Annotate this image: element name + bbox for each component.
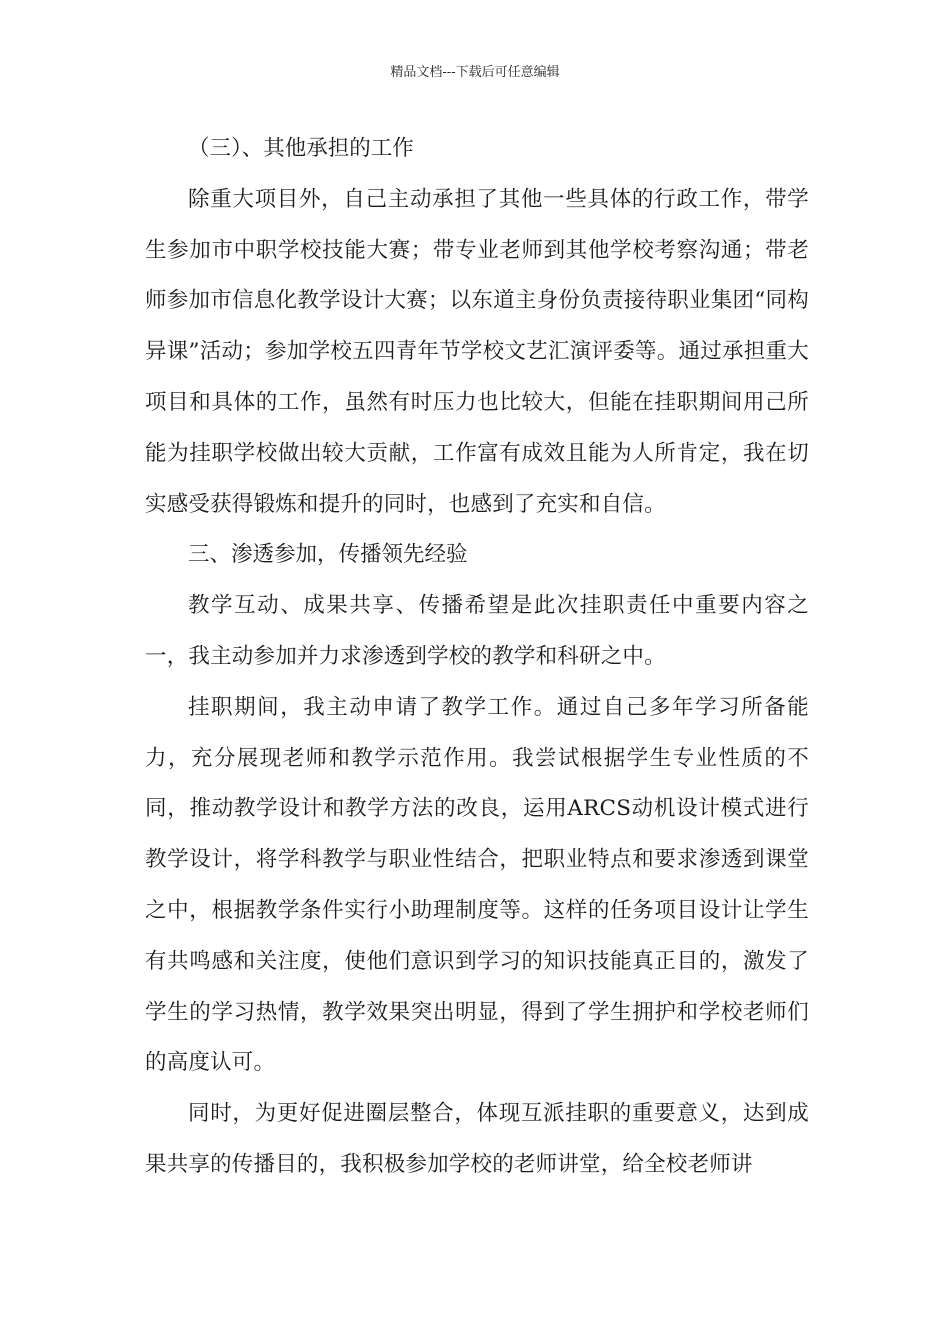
page-header: 精品文档---下载后可任意编辑 (390, 65, 560, 80)
document-body (145, 124, 809, 1191)
paragraph-other-work: 除重大项目外，自己主动承担了其他一些具体的行政工作，带学生参加市中职学校技能大赛；带专业老师到其他学校考察沟通；带老师参加市信息化教学设计大赛；以东道主身份负责接待职业集团“同构异课”活动；参加学校五四青年节学校文艺汇演评委等。通过承担重大项目和具体的工作，虽然有时压力也比较大，但能在挂职期间用己所能为挂职学校做出较大贡献，工作富有成效且能为人所肯定，我在切实感受获得锻炼和提升的同时，也感到了充实和自信。 (145, 186, 809, 517)
paragraph-teaching-work: 挂职期间，我主动申请了教学工作。通过自己多年学习所备能力，充分展现老师和教学示范作用。我尝试根据学生专业性质的不同，推动教学设计和教学方法的改良，运用ARCS动机设计模式进行教学设计，将学科教学与职业性结合，把职业特点和要求渗透到课堂之中，根据教学条件实行小助理制度等。这样的任务项目设计让学生有共鸣感和关注度，使他们意识到学习的知识技能真正目的，激发了学生的学习热情，教学效果突出明显，得到了学生拥护和学校老师们的高度认可。 (145, 694, 809, 1076)
section-heading: 三、渗透参加，传播领先经验 (188, 542, 468, 568)
paragraph-teaching-interaction: 教学互动、成果共享、传播希望是此次挂职责任中重要内容之一，我主动参加并力求渗透到学校的教学和科研之中。 (145, 593, 809, 669)
paragraph-lecture: 同时，为更好促进圈层整合，体现互派挂职的重要意义，达到成果共享的传播目的，我积极参加学校的老师讲堂，给全校老师讲 (145, 1101, 809, 1177)
subsection-heading: （三）、其他承担的工作 (188, 136, 414, 161)
